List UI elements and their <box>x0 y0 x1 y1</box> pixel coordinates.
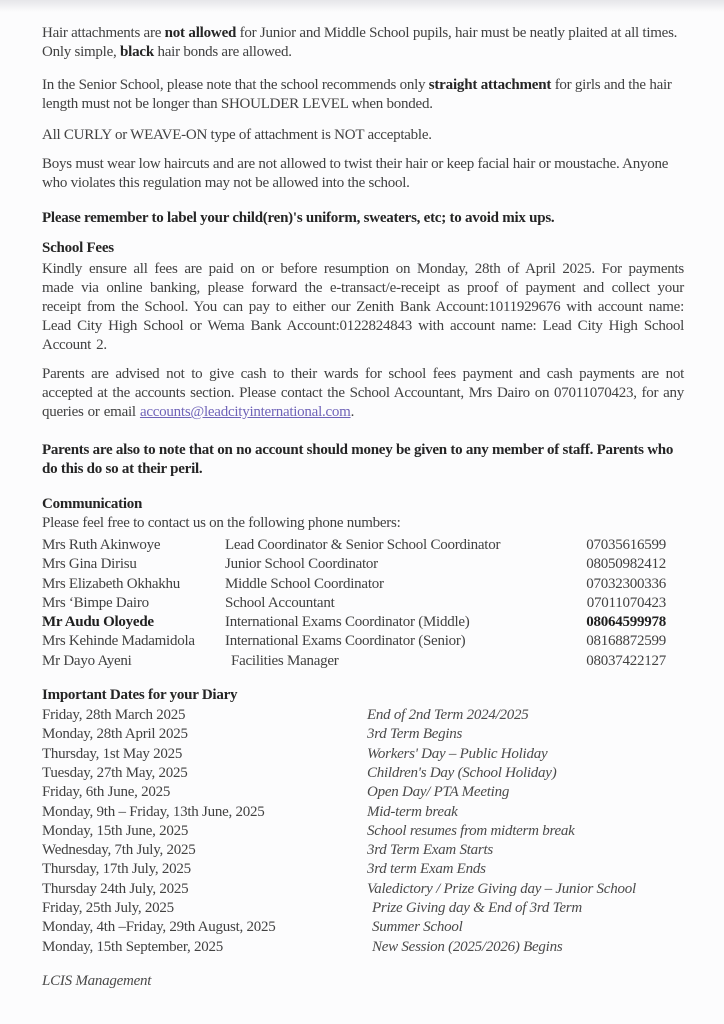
contact-name: Mr Dayo Ayeni <box>42 652 132 669</box>
date-row <box>42 880 684 899</box>
hair-p1-run3: hair bonds are allowed. <box>154 44 292 60</box>
date-row <box>42 899 684 918</box>
contact-role: Facilities Manager <box>231 652 339 669</box>
signature-lcis-management: LCIS Management <box>42 972 152 989</box>
diary-date: Monday, 15th June, 2025 <box>42 822 189 839</box>
diary-event: 3rd term Exam Ends <box>367 861 486 878</box>
contact-role: Junior School Coordinator <box>225 556 378 573</box>
hair-p1-run2: for Junior and Middle School pupils, hair must be neatly plaited at all times. Only simple, <box>42 25 678 60</box>
hair-p1-run1: Hair attachments are <box>42 25 165 41</box>
diary-event: School resumes from midterm break <box>367 822 575 839</box>
date-row <box>42 706 684 725</box>
hair-attachment-paragraph <box>42 24 684 62</box>
contact-name: Mrs ‘Bimpe Dairo <box>42 594 149 611</box>
contact-phone: 08050982412 <box>586 556 666 573</box>
diary-date: Monday, 9th – Friday, 13th June, 2025 <box>42 803 265 820</box>
diary-date: Thursday, 17th July, 2025 <box>42 861 191 878</box>
contact-phone: 08037422127 <box>586 652 666 669</box>
email-link[interactable]: accounts@leadcityinternational.com <box>139 404 351 420</box>
contact-phone: 07035616599 <box>586 537 666 553</box>
contact-role: School Accountant <box>225 594 335 611</box>
cash-paragraph-run2: . <box>350 404 355 420</box>
date-row <box>42 764 684 783</box>
hair-p2-bold-straight-attachment: straight attachment <box>428 77 552 93</box>
date-row <box>42 725 684 744</box>
communication-intro: Please feel free to contact us on the following phone numbers: <box>42 515 401 531</box>
contact-name: Mrs Kehinde Madamidola <box>42 633 195 650</box>
diary-date: Monday, 4th –Friday, 29th August, 2025 <box>42 919 276 936</box>
diary-date: Friday, 6th June, 2025 <box>42 784 171 801</box>
contact-row <box>42 632 684 651</box>
diary-date: Wednesday, 7th July, 2025 <box>42 842 196 859</box>
diary-date: Friday, 28th March 2025 <box>42 707 186 724</box>
diary-event: Open Day/ PTA Meeting <box>367 784 510 801</box>
communication-heading: Communication <box>42 496 143 512</box>
contact-row <box>42 652 684 671</box>
diary-event: End of 2nd Term 2024/2025 <box>367 707 529 724</box>
diary-event: New Session (2025/2026) Begins <box>372 938 563 955</box>
senior-school-paragraph <box>42 76 684 114</box>
important-dates-heading: Important Dates for your Diary <box>42 687 238 704</box>
contact-role: International Exams Coordinator (Middle) <box>225 614 470 631</box>
no-money-to-staff-warning: Parents are also to note that on no account should money be given to any member of staff. Parents who do this do so at their peril. <box>42 442 674 477</box>
diary-event: Prize Giving day & End of 3rd Term <box>372 900 582 917</box>
contact-phone: 08064599978 <box>586 614 666 631</box>
hair-p1-bold-black: black <box>120 44 155 60</box>
date-row <box>42 822 684 841</box>
contact-row <box>42 575 684 594</box>
diary-event: 3rd Term Exam Starts <box>367 842 493 859</box>
contact-name: Mrs Ruth Akinwoye <box>42 537 161 553</box>
diary-event: Summer School <box>372 919 463 936</box>
important-dates-table <box>42 706 684 957</box>
school-fees-heading: School Fees <box>42 240 114 256</box>
cash-paragraph-run1: Parents are advised not to give cash to their wards for school fees payment and cash payments are not accepted at the accounts section. Please contact the School Accountant, Mrs Dairo on 07011070423, for any queries or email <box>42 366 684 420</box>
date-row <box>42 938 684 957</box>
diary-date: Thursday, 1st May 2025 <box>42 745 183 762</box>
hair-p2-run1: In the Senior School, please note that the school recommends only <box>42 77 429 93</box>
diary-event: 3rd Term Begins <box>367 726 463 743</box>
cash-payment-paragraph <box>42 365 684 422</box>
date-row <box>42 745 684 764</box>
school-fees-paragraph: Kindly ensure all fees are paid on or before resumption on Monday, 28th of April 2025. For payments made via online banking, please forward the e-transact/e-receipt as proof of payment and collect your receipt from the School. You can pay to either our Zenith Bank Account:1011929676 with account name: Lead City High School or Wema Bank Account:0122824843 with account name: Lead City High School Account 2. <box>42 261 684 353</box>
boys-haircut-paragraph: Boys must wear low haircuts and are not allowed to twist their hair or keep facial hair or moustache. Anyone who violates this regulation may not be allowed into the school. <box>42 156 669 191</box>
contact-row <box>42 555 684 574</box>
contact-row <box>42 594 684 613</box>
date-row <box>42 783 684 802</box>
contact-phone: 07032300336 <box>586 575 666 592</box>
contact-phone: 08168872599 <box>586 633 666 650</box>
diary-date: Friday, 25th July, 2025 <box>42 900 174 917</box>
date-row <box>42 918 684 937</box>
diary-date: Tuesday, 27th May, 2025 <box>42 764 188 781</box>
hair-p1-bold-not-allowed: not allowed <box>164 25 237 41</box>
contact-role: Lead Coordinator & Senior School Coordinator <box>225 537 501 553</box>
date-row <box>42 803 684 822</box>
hair-p2-run2: for girls and the hair length must not be longer than SHOULDER LEVEL when bonded. <box>42 77 672 112</box>
contact-name: Mrs Elizabeth Okhakhu <box>42 575 181 592</box>
diary-event: Valedictory / Prize Giving day – Junior School <box>367 880 636 897</box>
curly-weave-paragraph: All CURLY or WEAVE-ON type of attachment is NOT acceptable. <box>42 127 432 143</box>
date-row <box>42 860 684 879</box>
contact-name: Mrs Gina Dirisu <box>42 556 137 573</box>
label-uniform-reminder: Please remember to label your child(ren)'s uniform, sweaters, etc; to avoid mix ups. <box>42 210 555 226</box>
diary-event: Mid-term break <box>367 803 458 820</box>
diary-date: Thursday 24th July, 2025 <box>42 880 189 897</box>
contact-row <box>42 613 684 632</box>
contact-phone: 07011070423 <box>586 594 666 611</box>
contact-table <box>42 536 684 671</box>
contact-row <box>42 536 684 555</box>
contact-name: Mr Audu Oloyede <box>42 614 154 631</box>
diary-date: Monday, 15th September, 2025 <box>42 938 223 955</box>
contact-role: Middle School Coordinator <box>225 575 384 592</box>
date-row <box>42 841 684 860</box>
diary-event: Children's Day (School Holiday) <box>367 764 557 781</box>
contact-role: International Exams Coordinator (Senior) <box>225 633 466 650</box>
diary-date: Monday, 28th April 2025 <box>42 726 188 743</box>
diary-event: Workers' Day – Public Holiday <box>367 745 548 762</box>
